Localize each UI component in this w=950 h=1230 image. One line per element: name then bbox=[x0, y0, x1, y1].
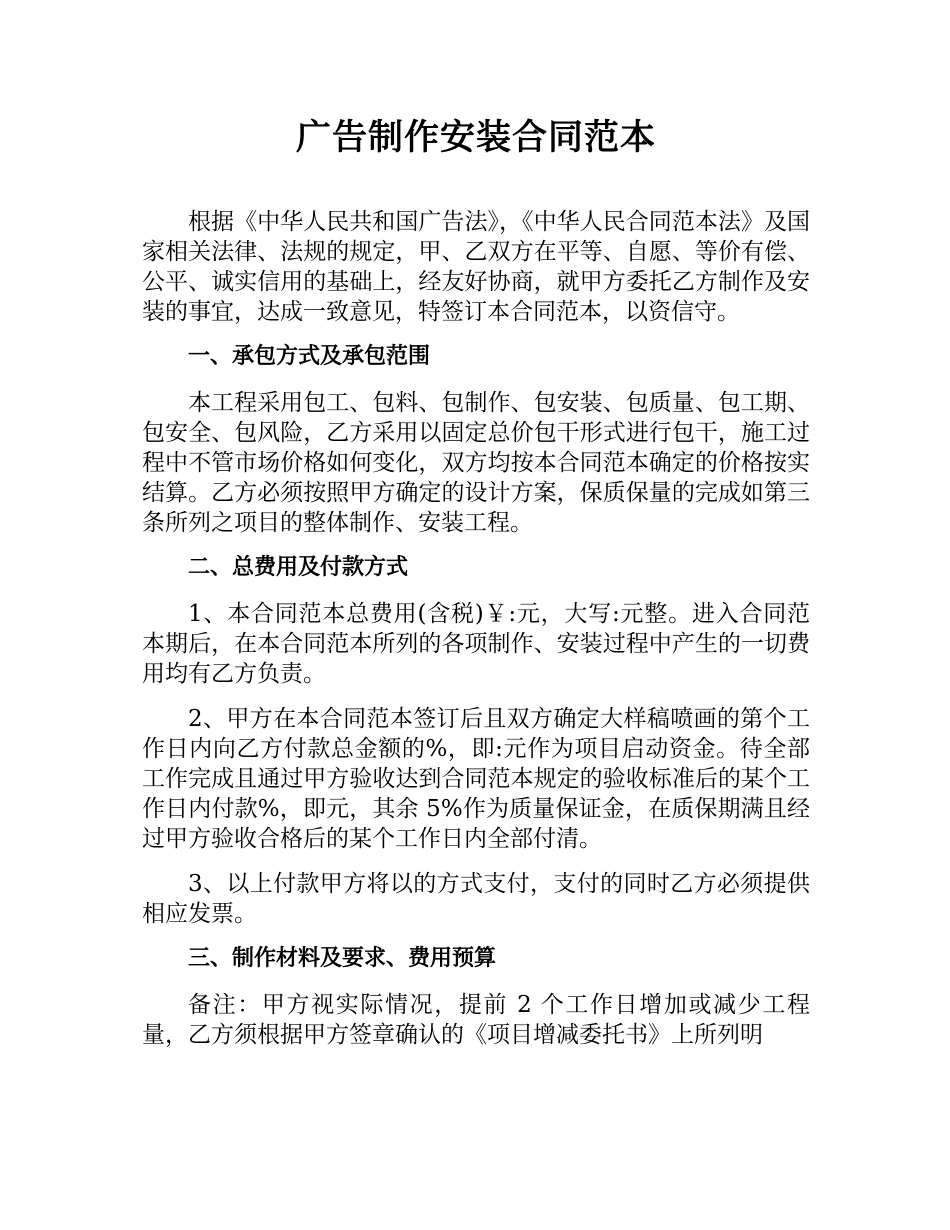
section-3-heading: 三、制作材料及要求、费用预算 bbox=[188, 946, 497, 971]
document-title: 广告制作安装合同范本 bbox=[295, 118, 656, 158]
section-1-heading: 一、承包方式及承包范围 bbox=[188, 344, 431, 369]
section-2-heading: 二、总费用及付款方式 bbox=[188, 555, 409, 580]
section-2-item-2: 2、甲方在本合同范本签订后且双方确定大样稿喷画的第个工作日内向乙方付款总金额的%，即:元作为项目启动资金。待全部工作完成且通过甲方验收达到合同范本规定的验收标准后的某个工作日内付款%，即元，其余 5%作为质量保证金，在质保期满且经过甲方验收合格后的某个工作日内全部付清。 bbox=[142, 706, 810, 852]
section-2-item-3: 3、以上付款甲方将以的方式支付，支付的同时乙方必须提供相应发票。 bbox=[142, 871, 810, 927]
section-3-note: 备注：甲方视实际情况，提前 2 个工作日增加或减少工程量，乙方须根据甲方签章确认的《项目增减委托书》上所列明 bbox=[142, 992, 810, 1048]
section-1-body: 本工程采用包工、包料、包制作、包安装、包质量、包工期、包安全、包风险，乙方采用以固定总价包干形式进行包干，施工过程中不管市场价格如何变化，双方均按本合同范本确定的价格按实结算。乙方必须按照甲方确定的设计方案，保质保量的完成如第三条所列之项目的整体制作、安装工程。 bbox=[142, 390, 810, 536]
section-2-item-1: 1、本合同范本总费用(含税)￥:元，大写:元整。进入合同范本期后，在本合同范本所列的各项制作、安装过程中产生的一切费用均有乙方负责。 bbox=[142, 601, 810, 687]
intro-paragraph: 根据《中华人民共和国广告法》，《中华人民合同范本法》及国家相关法律、法规的规定，甲、乙双方在平等、自愿、等价有偿、公平、诚实信用的基础上，经友好协商，就甲方委托乙方制作及安装的事宜，达成一致意见，特签订本合同范本，以资信守。 bbox=[142, 209, 810, 325]
document-page bbox=[142, 112, 810, 1065]
